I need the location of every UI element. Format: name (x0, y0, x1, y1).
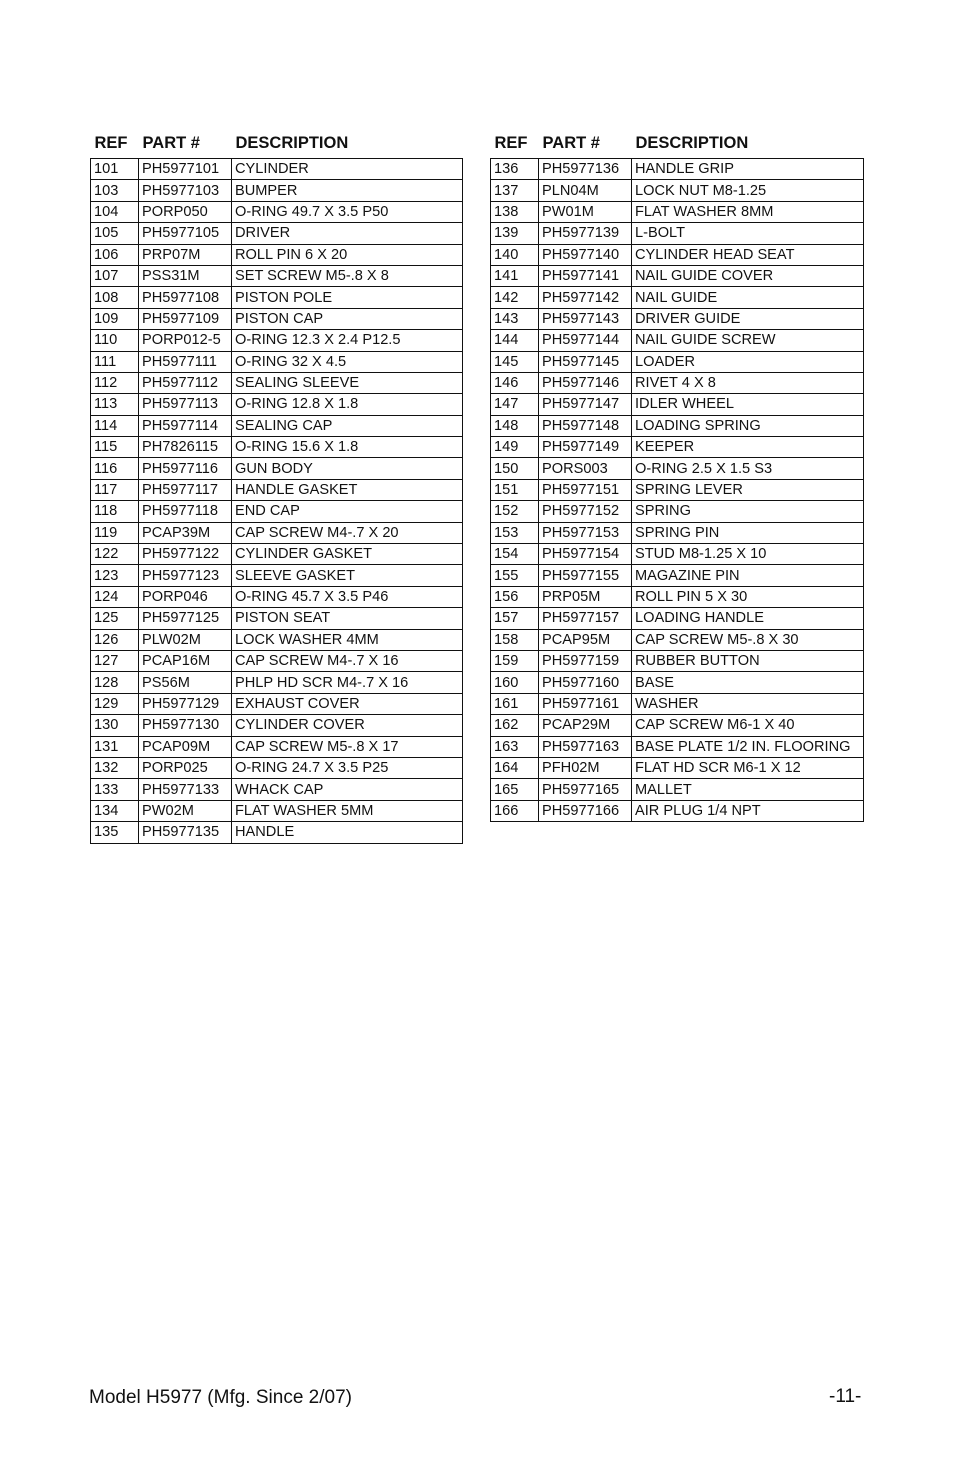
description-cell: PHLP HD SCR M4-.7 X 16 (232, 672, 463, 693)
table-row (491, 372, 864, 393)
description-cell: CYLINDER (232, 159, 463, 180)
model-label: Model H5977 (Mfg. Since 2/07) (89, 1387, 352, 1408)
part-number-cell: PRP05M (539, 586, 632, 607)
ref-header: REF (494, 134, 528, 152)
description-cell: SLEEVE GASKET (232, 565, 463, 586)
ref-cell: 142 (491, 287, 539, 308)
part-number-cell: PH5977152 (539, 501, 632, 522)
ref-cell: 153 (491, 522, 539, 543)
table-row (491, 800, 864, 821)
description-cell: LOADING SPRING (632, 415, 864, 436)
ref-cell: 110 (91, 330, 139, 351)
part-number-cell: PH5977143 (539, 308, 632, 329)
description-cell: END CAP (232, 501, 463, 522)
part-number-cell: PH5977165 (539, 779, 632, 800)
part-number-header: PART # (542, 134, 600, 152)
part-number-cell: PH5977113 (139, 394, 232, 415)
part-number-cell: PH5977105 (139, 223, 232, 244)
part-number-cell: PH5977125 (139, 608, 232, 629)
ref-cell: 116 (91, 458, 139, 479)
ref-cell: 165 (491, 779, 539, 800)
description-cell: WASHER (632, 693, 864, 714)
part-number-cell: PH5977147 (539, 394, 632, 415)
ref-cell: 149 (491, 437, 539, 458)
parts-table-left (90, 131, 463, 844)
part-number-cell: PCAP09M (139, 736, 232, 757)
part-number-header: PART # (142, 134, 200, 152)
ref-cell: 115 (91, 437, 139, 458)
table-row (91, 372, 463, 393)
part-number-cell: PH5977129 (139, 693, 232, 714)
ref-cell: 162 (491, 715, 539, 736)
table-row (491, 565, 864, 586)
description-cell: KEEPER (632, 437, 864, 458)
table-row (91, 757, 463, 778)
table-row (91, 287, 463, 308)
description-header: DESCRIPTION (635, 134, 749, 152)
ref-cell: 157 (491, 608, 539, 629)
part-number-cell: PH5977166 (539, 800, 632, 821)
part-number-cell: PH5977144 (539, 330, 632, 351)
part-number-cell: PLW02M (139, 629, 232, 650)
description-cell: O-RING 45.7 X 3.5 P46 (232, 586, 463, 607)
ref-cell: 135 (91, 822, 139, 843)
ref-cell: 127 (91, 650, 139, 671)
page-number: -11- (829, 1386, 862, 1407)
description-cell: HANDLE GASKET (232, 479, 463, 500)
table-row (91, 736, 463, 757)
table-row (91, 479, 463, 500)
description-cell: CAP SCREW M6-1 X 40 (632, 715, 864, 736)
ref-cell: 130 (91, 715, 139, 736)
ref-cell: 105 (91, 223, 139, 244)
description-cell: FLAT HD SCR M6-1 X 12 (632, 757, 864, 778)
part-number-cell: PH5977142 (539, 287, 632, 308)
part-number-cell: PH5977135 (139, 822, 232, 843)
table-row (491, 629, 864, 650)
part-number-cell: PH5977161 (539, 693, 632, 714)
table-row (491, 650, 864, 671)
description-cell: SEALING CAP (232, 415, 463, 436)
description-cell: HANDLE GRIP (632, 159, 864, 180)
part-number-cell: PH5977139 (539, 223, 632, 244)
table-row (491, 223, 864, 244)
description-cell: ROLL PIN 5 X 30 (632, 586, 864, 607)
description-cell: SPRING PIN (632, 522, 864, 543)
ref-cell: 136 (491, 159, 539, 180)
description-cell: CAP SCREW M5-.8 X 30 (632, 629, 864, 650)
ref-cell: 106 (91, 244, 139, 265)
description-cell: SPRING (632, 501, 864, 522)
table-row (491, 180, 864, 201)
ref-cell: 150 (491, 458, 539, 479)
table-row (91, 650, 463, 671)
part-number-cell: PH5977116 (139, 458, 232, 479)
ref-cell: 124 (91, 586, 139, 607)
table-row (491, 265, 864, 286)
ref-cell: 103 (91, 180, 139, 201)
ref-cell: 141 (491, 265, 539, 286)
ref-cell: 137 (491, 180, 539, 201)
part-number-cell: PS56M (139, 672, 232, 693)
part-number-cell: PH5977122 (139, 544, 232, 565)
table-row (91, 522, 463, 543)
part-number-cell: PH5977109 (139, 308, 232, 329)
ref-cell: 131 (91, 736, 139, 757)
table-row (91, 586, 463, 607)
part-number-cell: PH5977114 (139, 415, 232, 436)
part-number-cell: PLN04M (539, 180, 632, 201)
ref-cell: 132 (91, 757, 139, 778)
part-number-cell: PORP046 (139, 586, 232, 607)
table-row (491, 608, 864, 629)
table-row (491, 693, 864, 714)
part-number-cell: PH5977108 (139, 287, 232, 308)
ref-cell: 164 (491, 757, 539, 778)
part-number-cell: PH5977112 (139, 372, 232, 393)
description-cell: PISTON POLE (232, 287, 463, 308)
ref-cell: 128 (91, 672, 139, 693)
description-cell: FLAT WASHER 8MM (632, 201, 864, 222)
description-cell: BASE PLATE 1/2 IN. FLOORING (632, 736, 864, 757)
description-cell: WHACK CAP (232, 779, 463, 800)
description-cell: BUMPER (232, 180, 463, 201)
table-row (491, 586, 864, 607)
part-number-cell: PH5977118 (139, 501, 232, 522)
description-cell: O-RING 12.3 X 2.4 P12.5 (232, 330, 463, 351)
description-cell: NAIL GUIDE (632, 287, 864, 308)
description-cell: DRIVER GUIDE (632, 308, 864, 329)
table-row (491, 201, 864, 222)
table-row (491, 287, 864, 308)
table-row (491, 415, 864, 436)
table-row (91, 180, 463, 201)
ref-cell: 144 (491, 330, 539, 351)
table-row (91, 415, 463, 436)
description-cell: CYLINDER GASKET (232, 544, 463, 565)
table-row (491, 757, 864, 778)
part-number-cell: PH5977101 (139, 159, 232, 180)
description-cell: HANDLE (232, 822, 463, 843)
part-number-cell: PH5977117 (139, 479, 232, 500)
description-cell: PISTON CAP (232, 308, 463, 329)
description-cell: GUN BODY (232, 458, 463, 479)
ref-cell: 140 (491, 244, 539, 265)
part-number-cell: PH5977149 (539, 437, 632, 458)
ref-cell: 152 (491, 501, 539, 522)
table-row (91, 244, 463, 265)
part-number-cell: PH5977153 (539, 522, 632, 543)
ref-cell: 118 (91, 501, 139, 522)
part-number-cell: PRP07M (139, 244, 232, 265)
description-cell: STUD M8-1.25 X 10 (632, 544, 864, 565)
description-cell: RIVET 4 X 8 (632, 372, 864, 393)
table-row (91, 501, 463, 522)
table-row (91, 800, 463, 821)
ref-cell: 139 (491, 223, 539, 244)
part-number-cell: PCAP95M (539, 629, 632, 650)
table-row (91, 629, 463, 650)
ref-cell: 119 (91, 522, 139, 543)
table-row (491, 479, 864, 500)
table-row (91, 672, 463, 693)
table-row (91, 779, 463, 800)
description-cell: O-RING 49.7 X 3.5 P50 (232, 201, 463, 222)
ref-cell: 114 (91, 415, 139, 436)
part-number-cell: PH5977159 (539, 650, 632, 671)
description-cell: CAP SCREW M4-.7 X 16 (232, 650, 463, 671)
ref-cell: 104 (91, 201, 139, 222)
part-number-cell: PH5977154 (539, 544, 632, 565)
ref-cell: 148 (491, 415, 539, 436)
table-row (91, 544, 463, 565)
part-number-cell: PH5977145 (539, 351, 632, 372)
table-row (91, 159, 463, 180)
header-row (491, 131, 864, 159)
description-cell: O-RING 24.7 X 3.5 P25 (232, 757, 463, 778)
table-row (91, 330, 463, 351)
table-row (491, 330, 864, 351)
description-cell: LOADER (632, 351, 864, 372)
part-number-cell: PW02M (139, 800, 232, 821)
ref-cell: 109 (91, 308, 139, 329)
description-cell: MAGAZINE PIN (632, 565, 864, 586)
description-cell: L-BOLT (632, 223, 864, 244)
description-cell: DRIVER (232, 223, 463, 244)
table-row (491, 394, 864, 415)
table-row (491, 672, 864, 693)
table-row (91, 608, 463, 629)
description-cell: O-RING 32 X 4.5 (232, 351, 463, 372)
part-number-cell: PH5977146 (539, 372, 632, 393)
description-cell: IDLER WHEEL (632, 394, 864, 415)
ref-cell: 159 (491, 650, 539, 671)
table-row (491, 715, 864, 736)
ref-cell: 145 (491, 351, 539, 372)
ref-cell: 123 (91, 565, 139, 586)
part-number-cell: PCAP39M (139, 522, 232, 543)
description-cell: AIR PLUG 1/4 NPT (632, 800, 864, 821)
part-number-cell: PH5977163 (539, 736, 632, 757)
ref-cell: 134 (91, 800, 139, 821)
table-row (91, 693, 463, 714)
part-number-cell: PORP050 (139, 201, 232, 222)
part-number-cell: PH5977155 (539, 565, 632, 586)
description-cell: NAIL GUIDE COVER (632, 265, 864, 286)
ref-cell: 146 (491, 372, 539, 393)
ref-cell: 143 (491, 308, 539, 329)
table-row (491, 308, 864, 329)
parts-table-right (490, 131, 864, 822)
table-row (91, 265, 463, 286)
part-number-cell: PH5977133 (139, 779, 232, 800)
description-cell: LOCK NUT M8-1.25 (632, 180, 864, 201)
table-row (91, 308, 463, 329)
ref-cell: 151 (491, 479, 539, 500)
table-row (91, 565, 463, 586)
part-number-cell: PW01M (539, 201, 632, 222)
part-number-cell: PH5977103 (139, 180, 232, 201)
part-number-cell: PH5977111 (139, 351, 232, 372)
part-number-cell: PH5977151 (539, 479, 632, 500)
description-cell: LOCK WASHER 4MM (232, 629, 463, 650)
description-cell: CAP SCREW M5-.8 X 17 (232, 736, 463, 757)
table-row (91, 458, 463, 479)
part-number-cell: PH5977123 (139, 565, 232, 586)
part-number-cell: PH5977130 (139, 715, 232, 736)
table-row (491, 779, 864, 800)
ref-cell: 147 (491, 394, 539, 415)
description-cell: SEALING SLEEVE (232, 372, 463, 393)
table-row (491, 159, 864, 180)
ref-cell: 129 (91, 693, 139, 714)
description-cell: CYLINDER HEAD SEAT (632, 244, 864, 265)
ref-cell: 122 (91, 544, 139, 565)
ref-cell: 158 (491, 629, 539, 650)
ref-cell: 107 (91, 265, 139, 286)
ref-cell: 154 (491, 544, 539, 565)
table-row (91, 715, 463, 736)
ref-cell: 161 (491, 693, 539, 714)
table-row (91, 822, 463, 843)
table-row (491, 437, 864, 458)
header-row (91, 131, 463, 159)
ref-cell: 166 (491, 800, 539, 821)
ref-cell: 117 (91, 479, 139, 500)
part-number-cell: PORP025 (139, 757, 232, 778)
description-cell: PISTON SEAT (232, 608, 463, 629)
table-row (491, 351, 864, 372)
table-row (91, 437, 463, 458)
table-row (491, 544, 864, 565)
ref-cell: 156 (491, 586, 539, 607)
description-cell: O-RING 15.6 X 1.8 (232, 437, 463, 458)
description-cell: O-RING 12.8 X 1.8 (232, 394, 463, 415)
ref-cell: 160 (491, 672, 539, 693)
part-number-cell: PORP012-5 (139, 330, 232, 351)
ref-cell: 113 (91, 394, 139, 415)
part-number-cell: PH5977141 (539, 265, 632, 286)
description-cell: LOADING HANDLE (632, 608, 864, 629)
table-row (91, 394, 463, 415)
ref-cell: 125 (91, 608, 139, 629)
ref-cell: 138 (491, 201, 539, 222)
description-cell: BASE (632, 672, 864, 693)
table-row (491, 244, 864, 265)
description-cell: RUBBER BUTTON (632, 650, 864, 671)
description-cell: O-RING 2.5 X 1.5 S3 (632, 458, 864, 479)
ref-cell: 101 (91, 159, 139, 180)
description-cell: ROLL PIN 6 X 20 (232, 244, 463, 265)
part-number-cell: PH5977157 (539, 608, 632, 629)
part-number-cell: PFH02M (539, 757, 632, 778)
part-number-cell: PH7826115 (139, 437, 232, 458)
part-number-cell: PH5977148 (539, 415, 632, 436)
table-row (491, 736, 864, 757)
table-row (491, 522, 864, 543)
description-header: DESCRIPTION (235, 134, 349, 152)
part-number-cell: PCAP29M (539, 715, 632, 736)
ref-cell: 163 (491, 736, 539, 757)
part-number-cell: PCAP16M (139, 650, 232, 671)
ref-cell: 126 (91, 629, 139, 650)
ref-cell: 108 (91, 287, 139, 308)
ref-cell: 155 (491, 565, 539, 586)
description-cell: EXHAUST COVER (232, 693, 463, 714)
ref-cell: 112 (91, 372, 139, 393)
description-cell: FLAT WASHER 5MM (232, 800, 463, 821)
ref-header: REF (94, 134, 128, 152)
description-cell: CAP SCREW M4-.7 X 20 (232, 522, 463, 543)
ref-cell: 133 (91, 779, 139, 800)
part-number-cell: PSS31M (139, 265, 232, 286)
description-cell: MALLET (632, 779, 864, 800)
table-row (91, 223, 463, 244)
description-cell: NAIL GUIDE SCREW (632, 330, 864, 351)
description-cell: SPRING LEVER (632, 479, 864, 500)
part-number-cell: PH5977136 (539, 159, 632, 180)
table-row (91, 201, 463, 222)
ref-cell: 111 (91, 351, 139, 372)
table-row (91, 351, 463, 372)
table-row (491, 458, 864, 479)
description-cell: CYLINDER COVER (232, 715, 463, 736)
part-number-cell: PH5977160 (539, 672, 632, 693)
part-number-cell: PH5977140 (539, 244, 632, 265)
table-row (491, 501, 864, 522)
part-number-cell: PORS003 (539, 458, 632, 479)
description-cell: SET SCREW M5-.8 X 8 (232, 265, 463, 286)
